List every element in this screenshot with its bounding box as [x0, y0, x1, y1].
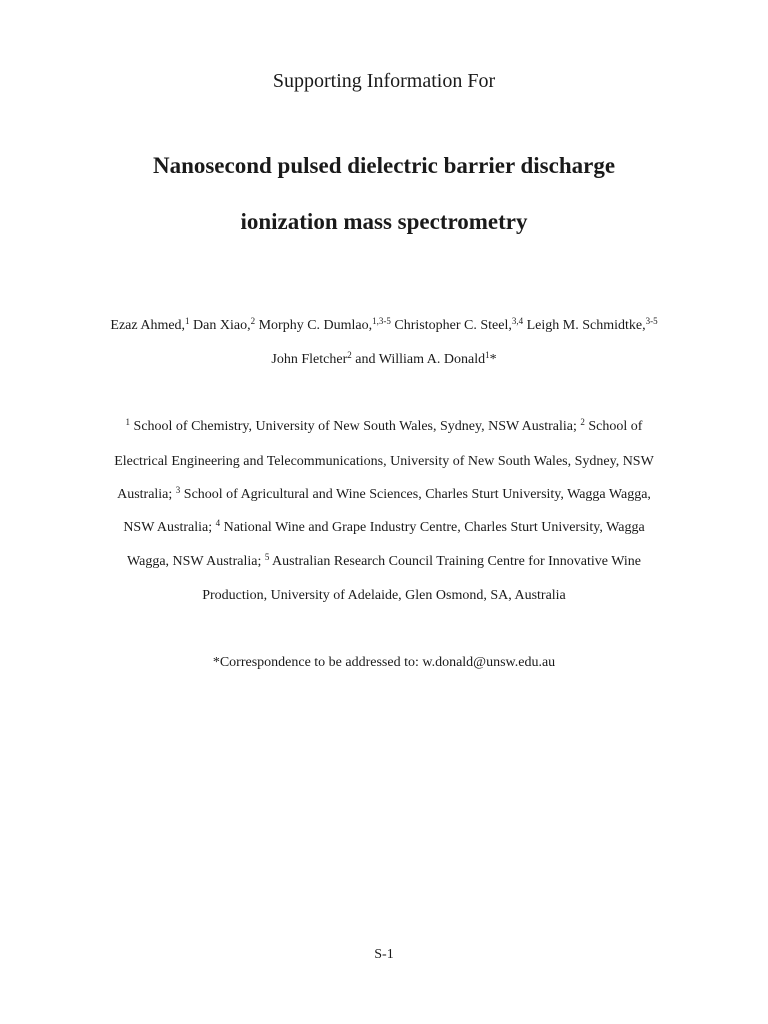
affiliations-line-1 [0, 417, 768, 437]
affiliation-marker: 1 [185, 316, 190, 326]
affiliation-number: 3 [175, 485, 181, 495]
affiliation-text: School of Chemistry, University of New South Wales, Sydney, NSW Australia; [130, 419, 581, 434]
paper-title-line-1: Nanosecond pulsed dielectric barrier discharge [152, 153, 616, 178]
affiliation-text: Australian Research Council Training Centre for Innovative Wine [269, 554, 641, 569]
affiliation-number: 2 [580, 417, 585, 427]
author-list-line-1 [0, 316, 768, 336]
author-list-line-2 [0, 350, 768, 370]
correspondence-note: *Correspondence to be addressed to: w.donald@unsw.edu.au [212, 655, 556, 670]
affiliation-marker: 2 [250, 316, 256, 326]
affiliation-number: 1 [125, 417, 131, 427]
affiliation-marker: 1 [485, 350, 490, 360]
author-name: John Fletcher [271, 352, 348, 367]
corresponding-author-mark: * [489, 352, 497, 367]
affiliation-text: Australia; [117, 487, 176, 502]
affiliations-line-4 [0, 518, 768, 538]
affiliations-line-3 [0, 485, 768, 505]
page-number: S-1 [374, 947, 394, 962]
affiliation-number: 5 [264, 552, 270, 562]
author-name: Ezaz Ahmed, [110, 318, 186, 333]
affiliation-number: 4 [215, 518, 221, 528]
affiliation-marker: 1,3-5 [372, 316, 391, 326]
affiliation-marker: 2 [347, 350, 352, 360]
author-name: Morphy C. Dumlao, [255, 318, 373, 333]
author-name: Dan Xiao, [189, 318, 251, 333]
affiliations-line-5 [0, 552, 768, 572]
affiliation-text: National Wine and Grape Industry Centre, Charles Sturt University, Wagga [220, 520, 645, 535]
affiliation-text: Wagga, NSW Australia; [127, 554, 265, 569]
affiliation-marker: 3,4 [511, 316, 524, 326]
affiliation-text: School of Agricultural and Wine Sciences, Charles Sturt University, Wagga Wagga, [180, 487, 651, 502]
affiliations-line-6: Production, University of Adelaide, Glen Osmond, SA, Australia [202, 588, 566, 603]
affiliation-text: NSW Australia; [123, 520, 216, 535]
author-name: Christopher C. Steel, [390, 318, 512, 333]
author-name: and William A. Donald [351, 352, 486, 367]
author-name: Leigh M. Schmidtke, [523, 318, 646, 333]
affiliation-text: School of [584, 419, 643, 434]
paper-title-line-2: ionization mass spectrometry [240, 209, 528, 234]
affiliation-marker: 3-5 [645, 316, 658, 326]
supporting-info-heading: Supporting Information For [272, 70, 496, 92]
affiliations-line-2: Electrical Engineering and Telecommunications, University of New South Wales, Sydney, NSW [114, 454, 654, 469]
